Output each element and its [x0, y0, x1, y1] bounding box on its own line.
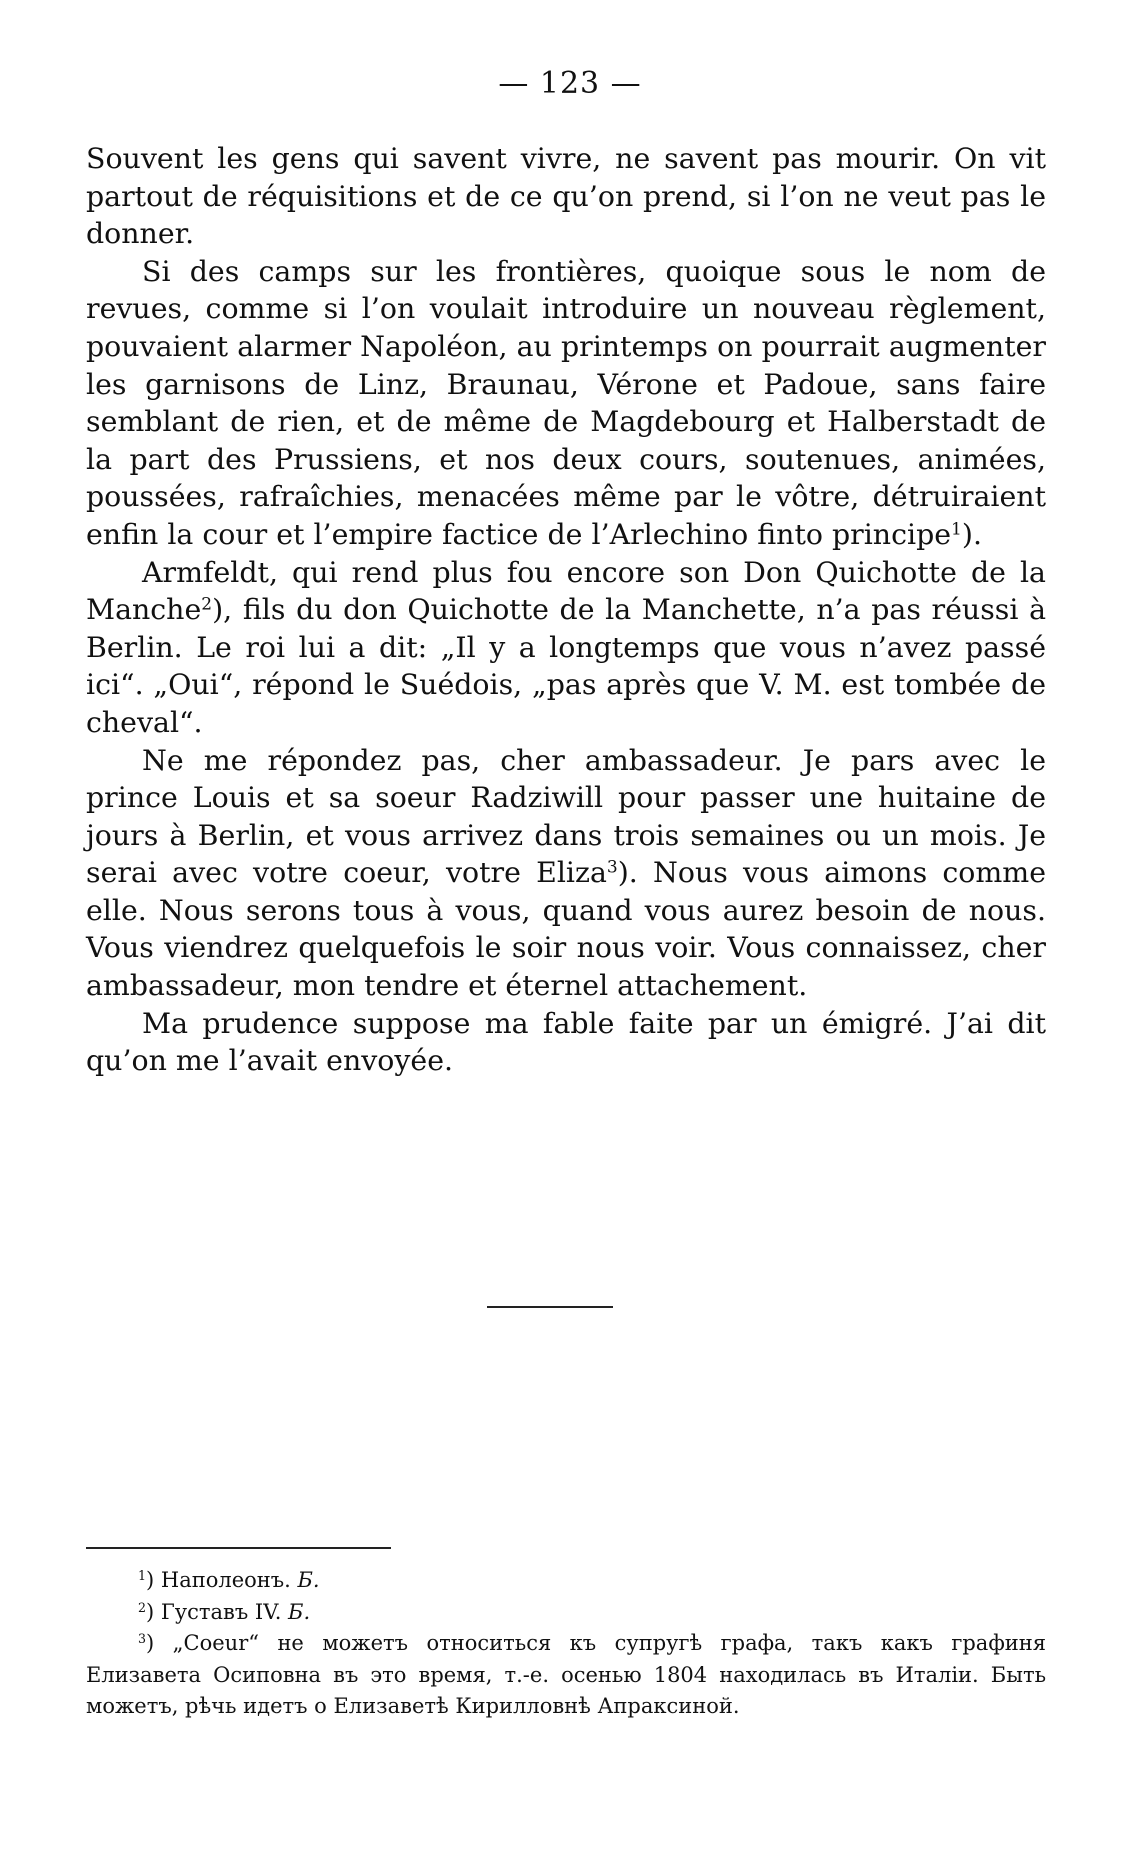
- paragraph-2: Si des camps sur les frontières, quoique sous le nom de revues, comme si l’on voulait introduire un nouveau règlement, pouvaient alarmer Napoléon, au printemps on pourrait augmenter les garnisons de Linz, Braunau, Vérone et Padoue, sans faire semblant de rien, et de même de Magdebourg et Halberstadt de la part des Prussiens, et nos deux cours, soutenues, animées, poussées, rafraîchies, menacées même par le vôtre, détruiraient enfin la cour et l’empire factice de l’Arlechino finto principe$^1$).: [86, 254, 1046, 551]
- footnote-divider: [86, 1547, 391, 1549]
- footnote-1: $^1$) Наполеонъ. Б.: [138, 1568, 320, 1592]
- footnote-3: $^3$) „Coeur“ не можетъ относиться къ супругѣ графа, такъ какъ графиня Елизавета Осиповна въ это время, т.-е. осенью 1804 находилась въ Италіи. Быть можетъ, рѣчь идетъ о Елизаветѣ Кирилловнѣ Апраксиной.: [86, 1631, 1046, 1718]
- footnote-mark: 3: [138, 1631, 147, 1647]
- footnote-ref-1: 1: [951, 519, 962, 540]
- footnote-2: $^2$) Густавъ IV. Б.: [138, 1599, 311, 1624]
- paragraph-3: Armfeldt, qui rend plus fou encore son Don Quichotte de la Manche$^2$), fils du don Quichotte de la Manchette, n’a pas réussi à Berlin. Le roi lui a dit: „Il y a longtemps que vous n’avez passé ici“. „Oui“, répond le Suédois, „pas après que V. M. est tombée de cheval“.: [86, 555, 1046, 739]
- paragraph-1: Souvent les gens qui savent vivre, ne savent pas mourir. On vit partout de réquisitions et de ce qu’on prend, si l’on ne veut pas le donner.: [86, 142, 1046, 251]
- footnote-mark: 1: [138, 1568, 147, 1584]
- page-number: — 123 —: [498, 66, 642, 101]
- footnote-mark: 2: [138, 1599, 147, 1615]
- footnote-ref-3: 3: [606, 857, 618, 878]
- paragraph-4: Ne me répondez pas, cher ambassadeur. Je pars avec le prince Louis et sa soeur Radziwill pour passer une huitaine de jours à Berlin, et vous arrivez dans trois semaines ou un mois. Je serai avec votre coeur, votre Eliza$^3$). Nous vous aimons comme elle. Nous serons tous à vous, quand vous aurez besoin de nous. Vous viendrez quelquefois le soir nous voir. Vous connaissez, cher ambassadeur, mon tendre et éternel attachement.: [86, 743, 1046, 1003]
- footnote-ref-2: 2: [201, 594, 213, 615]
- paragraph-5: Ma prudence suppose ma fable faite par un émigré. J’ai dit qu’on me l’avait envoyée.: [86, 1006, 1046, 1078]
- section-divider: [487, 1306, 613, 1308]
- footnotes: [86, 1565, 1046, 1723]
- main-text: [86, 140, 1046, 1080]
